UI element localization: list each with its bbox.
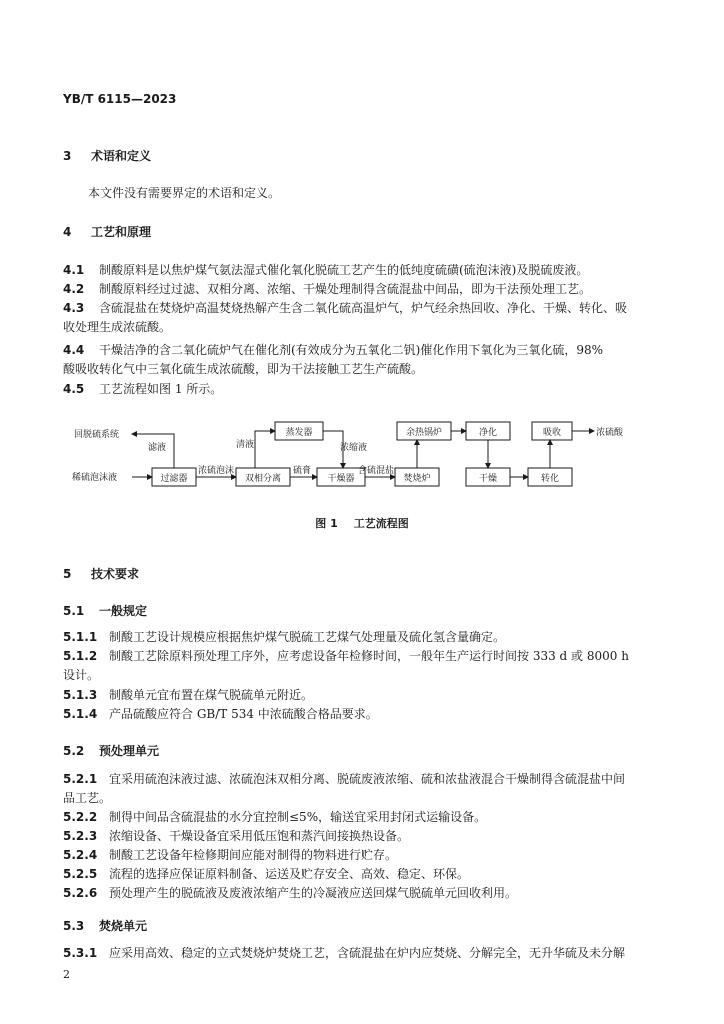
clause-text: 制酸工艺设计规模应根据焦炉煤气脱硫工艺煤气处理量及硫化氢含量确定。	[109, 630, 506, 644]
clear-liquid-label: 清液	[236, 440, 255, 450]
clause-4-5	[63, 380, 663, 399]
filter-label: 过滤器	[160, 474, 188, 484]
paste-label: 硫膏	[293, 466, 312, 476]
clause-number: 4.3	[63, 301, 85, 315]
clause-text: 制酸工艺设备年检修期间应能对制得的物料进行贮存。	[109, 848, 398, 862]
clause-number: 4.4	[63, 343, 85, 357]
conc-liquid-label: 浓缩液	[340, 443, 368, 453]
clause-text: 工艺流程如图 1 所示。	[99, 382, 223, 396]
clause-text-continued: 设计。	[63, 668, 100, 682]
section-title: 焚烧单元	[99, 919, 148, 933]
section-title: 术语和定义	[91, 149, 152, 163]
acid-out-label: 浓硫酸	[596, 428, 624, 438]
foam-in-label: 稀硫泡沫液	[72, 473, 118, 483]
clause-number: 5.2.6	[63, 886, 98, 900]
return-desulf-label: 回脱硫系统	[74, 430, 120, 440]
section-number: 5	[63, 567, 72, 581]
clause-5-2-2	[63, 808, 663, 827]
convert-label: 转化	[540, 474, 560, 484]
clause-text-continued: 收处理生成浓硫酸。	[63, 320, 172, 334]
clause-number: 5.3.1	[63, 946, 98, 960]
clause-4-2	[63, 280, 663, 299]
clause-5-1-4	[63, 705, 663, 724]
clause-text: 预处理产生的脱硫液及废液浓缩产生的冷凝液应送回煤气脱硫单元回收利用。	[109, 886, 518, 900]
figure-number: 图 1	[315, 517, 338, 530]
clause-number: 4.5	[63, 382, 85, 396]
clause-number: 5.2.1	[63, 772, 98, 786]
section-5-2-heading	[63, 742, 159, 759]
filtrate-label: 滤液	[148, 443, 167, 453]
document-code: YB/T 6115—2023	[63, 92, 177, 106]
clause-4-3	[63, 299, 663, 337]
clause-text: 制酸原料经过过滤、双相分离、浓缩、干燥处理制得含硫混盐中间品，即为干法预处理工艺。	[99, 282, 592, 296]
clause-number: 5.1.2	[63, 649, 98, 663]
arrow-clear-liquid	[255, 431, 275, 468]
page-number: 2	[63, 968, 70, 981]
section-3-text: 本文件没有需要界定的术语和定义。	[88, 186, 281, 200]
clause-text: 流程的选择应保证原料制备、运送及贮存安全、高效、稳定、环保。	[109, 867, 470, 881]
clause-text: 制得中间品含硫混盐的水分宜控制≤5%，输送宜采用封闭式运输设备。	[109, 810, 487, 824]
section-title: 预处理单元	[99, 744, 160, 758]
absorb-label: 吸收	[542, 428, 562, 438]
figure-caption	[0, 515, 724, 531]
section-title: 工艺和原理	[91, 225, 152, 239]
figure-title: 工艺流程图	[353, 517, 409, 530]
clause-5-2-5	[63, 865, 663, 884]
clause-5-1-1	[63, 628, 663, 647]
clause-5-3-1	[63, 944, 663, 963]
section-number: 4	[63, 225, 72, 239]
clause-number: 5.2.2	[63, 810, 98, 824]
section-5-1-heading	[63, 602, 147, 619]
dryer1-label: 干燥器	[327, 474, 355, 484]
section-5-heading	[63, 565, 139, 582]
clause-text-continued: 酸吸收转化气中三氧化硫生成浓硫酸，即为干法接触工艺生产硫酸。	[63, 362, 424, 376]
section-number: 5.3	[63, 919, 85, 933]
clause-4-1	[63, 261, 663, 280]
clause-text-continued: 品工艺。	[63, 791, 112, 805]
clause-5-2-4	[63, 846, 663, 865]
section-title: 技术要求	[91, 567, 140, 581]
section-number: 3	[63, 149, 72, 163]
clause-5-2-3	[63, 827, 663, 846]
clause-text: 制酸单元宜布置在煤气脱硫单元附近。	[109, 688, 314, 702]
clause-number: 5.1.1	[63, 630, 98, 644]
clause-4-4	[63, 341, 663, 379]
clause-text: 产品硫酸应符合 GB/T 534 中浓硫酸合格品要求。	[109, 707, 378, 721]
section-5-3-heading	[63, 917, 147, 934]
dryer2-label: 干燥	[478, 474, 498, 484]
clause-5-2-6	[63, 884, 663, 903]
salt-label: 含硫混盐	[358, 466, 395, 476]
clause-number: 5.2.3	[63, 829, 98, 843]
process-flow-diagram	[60, 410, 660, 505]
section-4-heading	[63, 223, 151, 240]
clause-text: 浓缩设备、干燥设备宜采用低压饱和蒸汽间接换热设备。	[109, 829, 410, 843]
section-number: 5.1	[63, 604, 85, 618]
section-title: 一般规定	[99, 604, 148, 618]
twophase-label: 双相分离	[244, 474, 282, 484]
section-number: 5.2	[63, 744, 85, 758]
section-3-heading	[63, 147, 151, 164]
clause-number: 4.1	[63, 263, 85, 277]
clause-number: 5.2.4	[63, 848, 98, 862]
evaporator-label: 蒸发器	[285, 428, 313, 438]
clause-number: 5.1.4	[63, 707, 98, 721]
clause-number: 4.2	[63, 282, 85, 296]
clause-text: 应采用高效、稳定的立式焚烧炉焚烧工艺，含硫混盐在炉内应焚烧、分解完全，无升华硫及未分解	[109, 946, 626, 960]
clause-text: 制酸原料是以焦炉煤气氨法湿式催化氧化脱硫工艺产生的低纯度硫磺(硫泡沫液)及脱硫废液。	[99, 263, 589, 277]
waste-heat-boiler-label: 余热锅炉	[405, 428, 443, 438]
clause-number: 5.1.3	[63, 688, 98, 702]
conc-foam-label: 浓硫泡沫	[198, 466, 235, 476]
clause-number: 5.2.5	[63, 867, 98, 881]
clause-text: 宜采用硫泡沫液过滤、浓硫泡沫双相分离、脱硫废液浓缩、硫和浓盐液混合干燥制得含硫混盐中间	[109, 772, 626, 786]
clause-text: 含硫混盐在焚烧炉高温焚烧热解产生含二氧化硫高温炉气，炉气经余热回收、净化、干燥、转化、吸	[99, 301, 628, 315]
purify-label: 净化	[478, 428, 498, 438]
clause-text: 干燥洁净的含二氧化硫炉气在催化剂(有效成分为五氧化二钒)催化作用下氧化为三氧化硫，98%	[99, 343, 604, 357]
clause-5-2-1	[63, 770, 663, 808]
clause-5-1-2	[63, 647, 663, 685]
clause-text: 制酸工艺除原料预处理工序外，应考虑设备年检修时间，一般年生产运行时间按 333 d 或 8000 h	[109, 649, 629, 663]
furnace-label: 焚烧炉	[403, 474, 431, 484]
clause-5-1-3	[63, 686, 663, 705]
